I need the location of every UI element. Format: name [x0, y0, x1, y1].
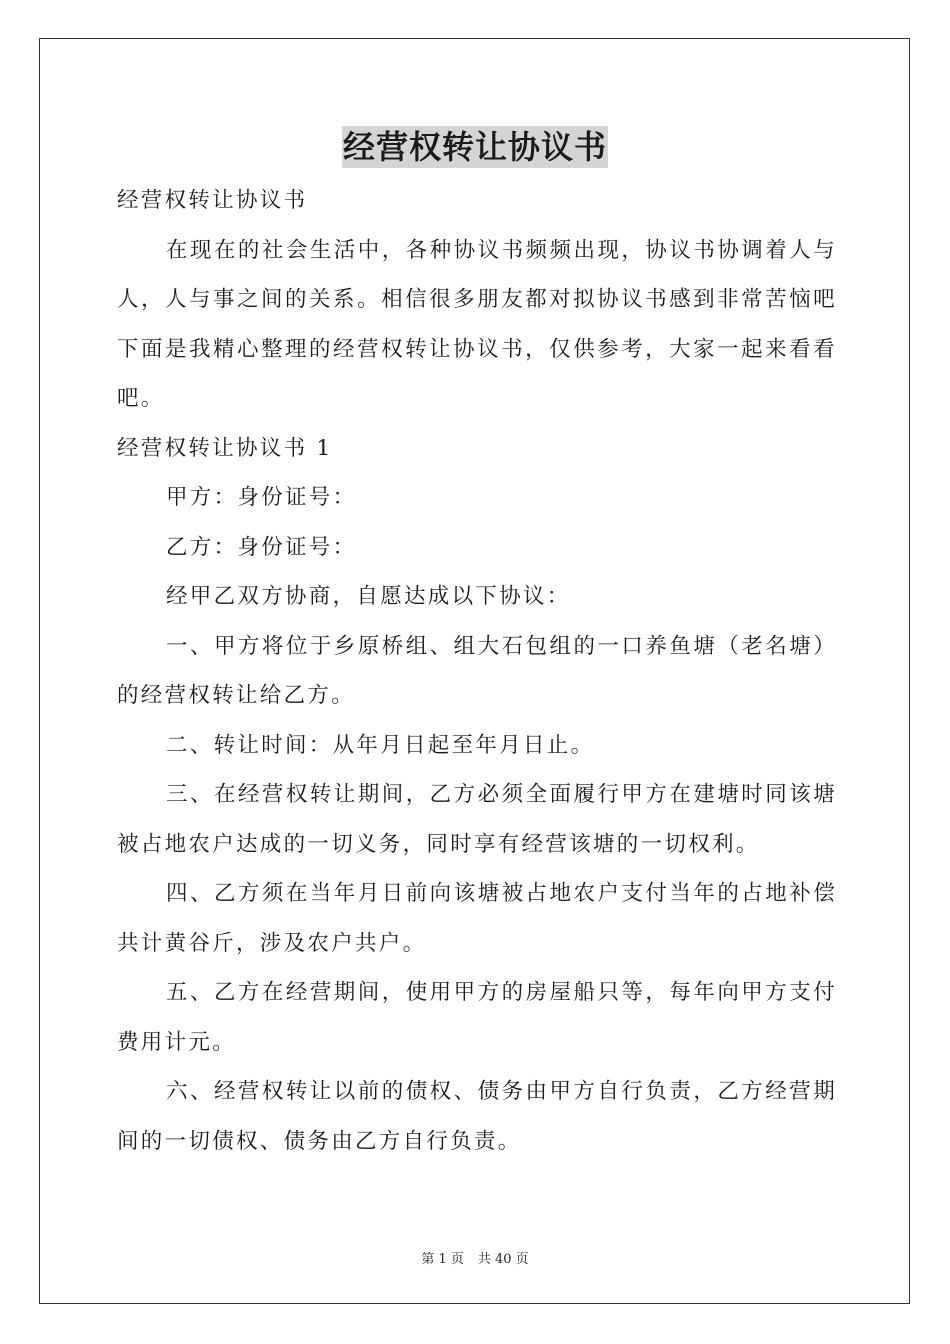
paragraph: 乙方：身份证号：	[166, 534, 357, 560]
page-number: 第 1 页	[421, 1252, 464, 1267]
paragraph: 经营权转让协议书	[117, 188, 308, 213]
paragraph: 一、甲方将位于乡原桥组、组大石包组的一口养鱼塘（老名塘）的经营权转让给乙方。	[117, 633, 837, 708]
paragraph: 经甲乙双方协商，自愿达成以下协议：	[166, 584, 571, 609]
paragraph: 四、乙方须在当年月日前向该塘被占地农户支付当年的占地补偿共计黄谷斤，涉及农户共户。	[117, 881, 837, 956]
paragraph: 二、转让时间：从年月日起至年月日止。	[166, 732, 595, 758]
page-total: 共 40 页	[477, 1252, 529, 1267]
paragraph: 三、在经营权转让期间，乙方必须全面履行甲方在建塘时同该塘被占地农户达成的一切义务，同时享有经营该塘的一切权利。	[117, 782, 837, 857]
paragraph: 六、经营权转让以前的债权、债务由甲方自行负责，乙方经营期间的一切债权、债务由乙方自行负责。	[117, 1079, 837, 1154]
paragraph: 甲方：身份证号：	[166, 485, 357, 510]
document-title-text: 经营权转让协议书	[342, 128, 607, 166]
document-title	[0, 126, 950, 168]
page-footer	[0, 1248, 950, 1267]
paragraph: 在现在的社会生活中，各种协议书频频出现，协议书协调着人与人，人与事之间的关系。相信很多朋友都对拟协议书感到非常苦恼吧下面是我精心整理的经营权转让协议书，仅供参考，大家一起来看看吧。	[117, 237, 837, 411]
paragraph: 五、乙方在经营期间，使用甲方的房屋船只等，每年向甲方支付费用计元。	[117, 980, 837, 1055]
section-heading: 经营权转让协议书 1	[117, 435, 333, 461]
document-body	[117, 176, 837, 1166]
